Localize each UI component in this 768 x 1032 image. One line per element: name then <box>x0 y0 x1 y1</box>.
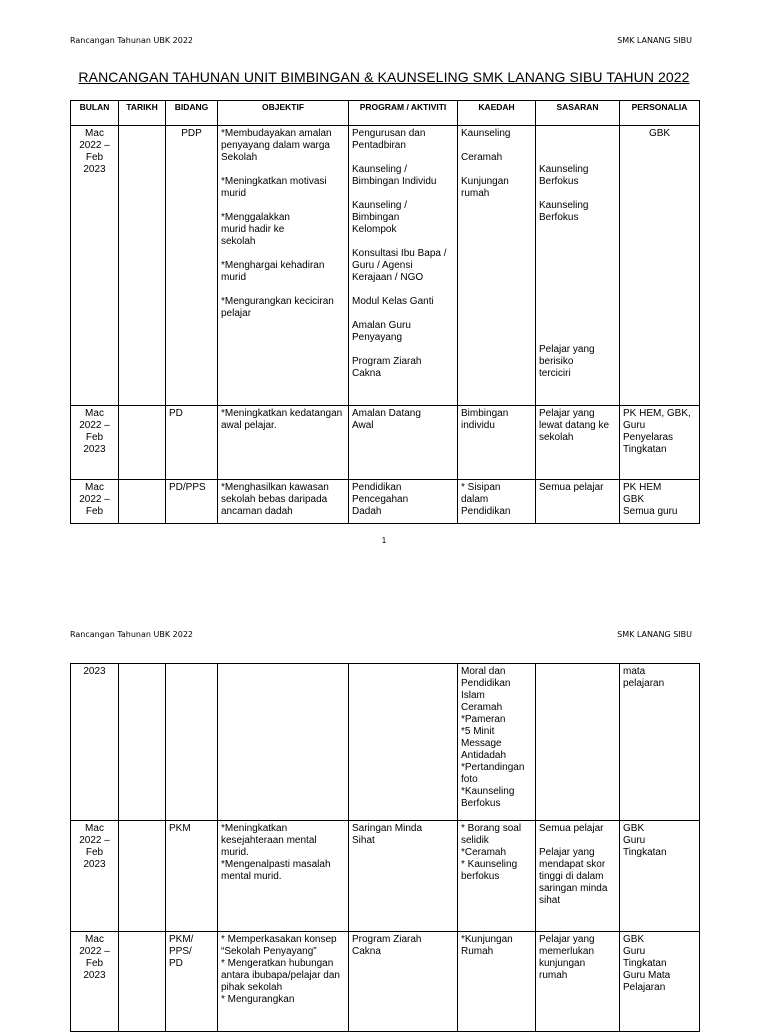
cell-tarikh <box>119 126 166 406</box>
cell-text: Kaunseling Berfokus <box>539 164 589 187</box>
table-row <box>71 664 700 821</box>
cell-text: Program Ziarah Cakna <box>352 934 422 957</box>
cell-text: Amalan Guru Penyayang <box>352 320 411 343</box>
page-number: 1 <box>381 536 387 545</box>
cell-text: Program Ziarah Cakna <box>352 356 422 379</box>
cell-text: 2023 <box>83 859 106 870</box>
cell-text: *5 Minit Message Antidadah <box>461 726 507 761</box>
column-header: PROGRAM / AKTIVITI <box>349 101 458 126</box>
cell-personalia: PK HEM, GBK, Guru Penyelaras Tingkatan <box>620 406 700 480</box>
cell-tarikh <box>119 821 166 932</box>
cell-text: * Sisipan dalam Pendidikan <box>461 482 511 517</box>
cell-kaedah <box>458 932 536 1032</box>
cell-bidang <box>166 932 218 1032</box>
cell-text: *Menghargai kehadiran murid <box>221 260 325 283</box>
cell-text: Mac <box>85 482 104 493</box>
cell-bulan <box>71 932 119 1032</box>
cell-personalia <box>620 932 700 1032</box>
cell-objektif <box>218 932 349 1032</box>
cell-text: *Mengenalpasti masalah mental murid. <box>221 859 331 882</box>
table-header-row <box>71 101 700 126</box>
cell-text: Kaunseling <box>461 128 511 139</box>
column-header: BULAN <box>71 101 119 126</box>
cell-text: Modul Kelas Ganti <box>352 296 434 307</box>
cell-text: * Borang soal selidik <box>461 823 522 846</box>
cell-text: Feb <box>85 506 104 517</box>
cell-text: Rumah <box>461 946 494 957</box>
cell-text: pelajaran <box>623 678 665 689</box>
cell-bulan <box>71 406 119 480</box>
annual-plan-table-continued <box>70 663 700 1032</box>
page-header-left: Rancangan Tahunan UBK 2022 <box>70 36 194 45</box>
cell-text: Mac <box>85 408 104 419</box>
cell-text: 2022 – <box>79 946 110 957</box>
cell-text: * Memperkasakan konsep “Sekolah Penyayang” <box>221 934 337 957</box>
cell-text: Pelajaran <box>623 982 666 993</box>
cell-text: Guru <box>623 946 646 957</box>
cell-sasaran <box>536 821 620 932</box>
cell-text: Kunjungan rumah <box>461 176 509 199</box>
cell-sasaran <box>536 406 620 480</box>
cell-text: *Meningkatkan motivasi murid <box>221 176 327 199</box>
cell-text: *Menggalakkan murid hadir ke sekolah <box>221 212 290 247</box>
cell-text: PPS/ <box>169 946 192 957</box>
cell-text: Tingkatan <box>623 958 667 969</box>
cell-text: GBK <box>623 823 645 834</box>
cell-sasaran: Semua pelajar <box>536 480 620 524</box>
cell-text: Feb <box>85 152 104 163</box>
cell-objektif <box>218 821 349 932</box>
cell-text: 2022 – <box>79 140 110 151</box>
cell-text: Guru Mata <box>623 970 671 981</box>
cell-tarikh <box>119 406 166 480</box>
cell-text: Pendidikan Pencegahan Dadah <box>352 482 409 517</box>
table-row <box>71 126 700 406</box>
cell-kaedah <box>458 821 536 932</box>
document-title: RANCANGAN TAHUNAN UNIT BIMBINGAN & KAUNSELING SMK LANANG SIBU TAHUN 2022 <box>78 69 690 85</box>
cell-text: Pelajar yang lewat datang ke sekolah <box>539 408 610 443</box>
cell-text: *Pameran <box>461 714 506 725</box>
cell-text: Mac <box>85 128 104 139</box>
annual-plan-table <box>70 100 700 524</box>
cell-kaedah <box>458 126 536 406</box>
page-header-left: Rancangan Tahunan UBK 2022 <box>70 630 194 639</box>
cell-text: *Ceramah <box>461 847 507 858</box>
cell-text: Mac <box>85 823 104 834</box>
cell-text: * Kaunseling berfokus <box>461 859 518 882</box>
cell-text: PK HEM <box>623 482 662 493</box>
cell-personalia: GBK <box>620 126 700 406</box>
column-header: TARIKH <box>119 101 166 126</box>
cell-tarikh <box>119 664 166 821</box>
cell-personalia <box>620 821 700 932</box>
cell-bidang: PD/PPS <box>166 480 218 524</box>
cell-text: 2023 <box>83 444 106 455</box>
cell-program <box>349 406 458 480</box>
cell-text: PKM/ <box>169 934 194 945</box>
cell-objektif: *Meningkatkan kedatangan awal pelajar. <box>218 406 349 480</box>
cell-text: * Mengurangkan <box>221 994 295 1005</box>
cell-kaedah <box>458 664 536 821</box>
cell-objektif <box>218 126 349 406</box>
cell-text: *Membudayakan amalan penyayang dalam warga Sekolah <box>221 128 332 163</box>
cell-text: 2022 – <box>79 835 110 846</box>
cell-text: 2023 <box>83 164 106 175</box>
cell-tarikh <box>119 480 166 524</box>
column-header: SASARAN <box>536 101 620 126</box>
cell-text: Pengurusan dan Pentadbiran <box>352 128 426 151</box>
cell-program <box>349 932 458 1032</box>
cell-text: *Mengurangkan keciciran pelajar <box>221 296 334 319</box>
page-header-right: SMK LANANG SIBU <box>617 630 692 639</box>
cell-text: Feb <box>85 847 104 858</box>
column-header: KAEDAH <box>458 101 536 126</box>
page-header-right: SMK LANANG SIBU <box>617 36 692 45</box>
table-row <box>71 406 700 480</box>
table-row <box>71 821 700 932</box>
cell-kaedah <box>458 406 536 480</box>
cell-text: Ceramah <box>461 152 503 163</box>
cell-bulan <box>71 480 119 524</box>
cell-bulan <box>71 126 119 406</box>
cell-text: *Kaunseling Berfokus <box>461 786 515 809</box>
cell-text: * Mengeratkan hubungan antara ibubapa/pelajar dan pihak sekolah <box>221 958 340 993</box>
cell-bidang: PKM <box>166 821 218 932</box>
cell-text: *Kunjungan <box>461 934 513 945</box>
cell-bidang <box>166 664 218 821</box>
cell-text: Feb <box>85 432 104 443</box>
cell-kaedah <box>458 480 536 524</box>
cell-text: PD <box>169 958 183 969</box>
cell-text: GBK <box>623 494 645 505</box>
cell-text: GBK <box>623 934 645 945</box>
cell-text: Ceramah <box>461 702 503 713</box>
cell-text: Pelajar yang mendapat skor tinggi di dalam saringan minda sihat <box>539 847 608 906</box>
cell-text: Semua guru <box>623 506 678 517</box>
cell-program <box>349 821 458 932</box>
cell-text: Mac <box>85 934 104 945</box>
cell-objektif: *Menghasilkan kawasan sekolah bebas daripada ancaman dadah <box>218 480 349 524</box>
cell-text: Saringan Minda Sihat <box>352 823 423 846</box>
cell-program <box>349 480 458 524</box>
cell-bulan <box>71 821 119 932</box>
cell-text: Konsultasi Ibu Bapa / Guru / Agensi Kerajaan / NGO <box>352 248 447 283</box>
cell-program <box>349 664 458 821</box>
column-header: OBJEKTIF <box>218 101 349 126</box>
cell-bulan: 2023 <box>71 664 119 821</box>
cell-text: Feb <box>85 958 104 969</box>
cell-sasaran <box>536 664 620 821</box>
cell-text: Moral dan Pendidikan Islam <box>461 666 511 701</box>
cell-objektif <box>218 664 349 821</box>
cell-sasaran <box>536 126 620 406</box>
cell-text: Pelajar yang berisiko terciciri <box>539 344 595 379</box>
cell-text: mata <box>623 666 646 677</box>
cell-text: *Pertandingan foto <box>461 762 525 785</box>
cell-text: *Meningkatkan kesejahteraan mental murid. <box>221 823 317 858</box>
cell-bidang: PDP <box>166 126 218 406</box>
cell-text: Pelajar yang memerlukan kunjungan rumah <box>539 934 595 981</box>
cell-text: 2022 – <box>79 420 110 431</box>
cell-text: Bimbingan individu <box>461 408 509 431</box>
cell-bidang: PD <box>166 406 218 480</box>
table-row <box>71 480 700 524</box>
cell-text: Kaunseling Berfokus <box>539 200 589 223</box>
cell-text: Guru Tingkatan <box>623 835 667 858</box>
cell-text: Semua pelajar <box>539 823 604 834</box>
column-header: BIDANG <box>166 101 218 126</box>
cell-text: 2022 – <box>79 494 110 505</box>
cell-personalia <box>620 480 700 524</box>
cell-text: Amalan Datang Awal <box>352 408 421 431</box>
cell-sasaran <box>536 932 620 1032</box>
cell-tarikh <box>119 932 166 1032</box>
cell-program <box>349 126 458 406</box>
cell-text: Kaunseling / Bimbingan Kelompok <box>352 200 408 235</box>
cell-personalia <box>620 664 700 821</box>
table-row <box>71 932 700 1032</box>
column-header: PERSONALIA <box>620 101 700 126</box>
cell-text: 2023 <box>83 970 106 981</box>
cell-text: Kaunseling / Bimbingan Individu <box>352 164 437 187</box>
